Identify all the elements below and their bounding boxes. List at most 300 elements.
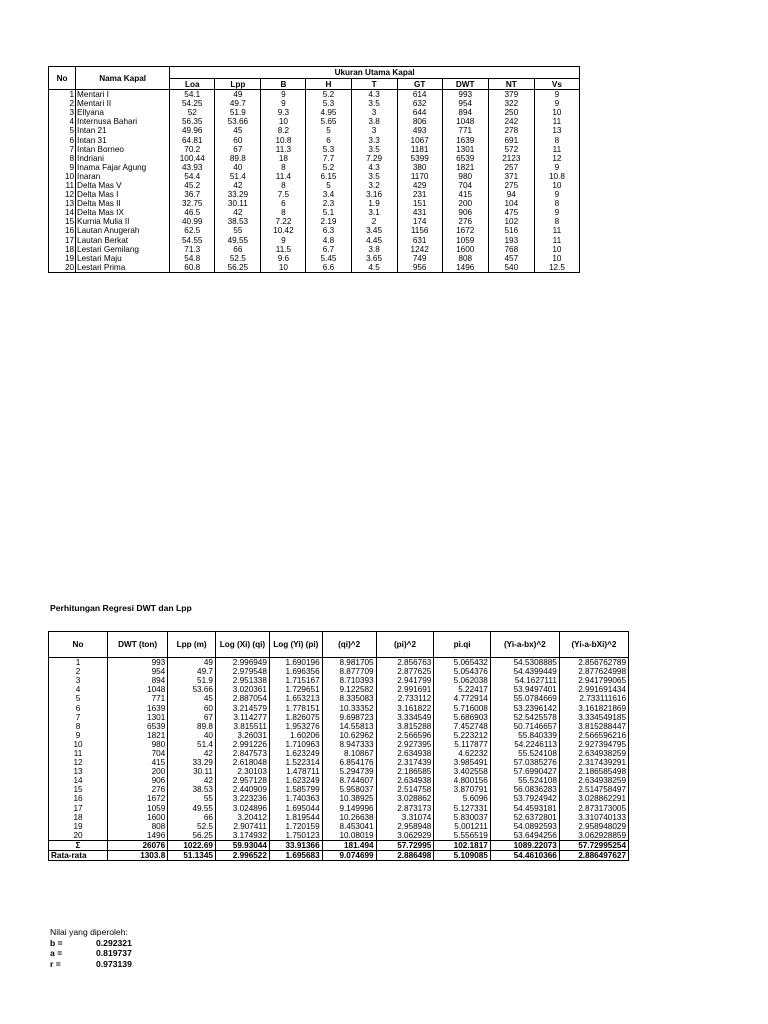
ship-cell: 10.42	[261, 226, 306, 235]
ship-cell: 6.15	[306, 172, 351, 181]
regression-cell: 5.686903	[434, 713, 490, 722]
regression-cell: 8.744607	[322, 776, 376, 785]
ship-cell: 13	[534, 126, 579, 135]
regression-cell: 3.062929	[376, 831, 434, 841]
regression-cell: 1672	[108, 794, 168, 803]
ship-cell: 49.7	[215, 99, 261, 108]
regression-cell: 55.840339	[490, 731, 559, 740]
regression-row	[49, 667, 629, 676]
ship-cell: 1821	[442, 163, 488, 172]
ship-cell: 51.9	[215, 108, 261, 117]
regression-cell: 57.0385276	[490, 758, 559, 767]
regression-sum-cell: 102.1817	[434, 840, 490, 850]
regression-sum-cell: 181.494	[322, 840, 376, 850]
header-no: No	[49, 67, 76, 90]
regression-average-cell: 5.109085	[434, 850, 490, 860]
regression-cell: 1.623249	[269, 749, 322, 758]
ship-cell: 415	[442, 190, 488, 199]
regression-header-cell: DWT (ton)	[108, 632, 168, 658]
regression-cell: 5.054376	[434, 667, 490, 676]
regression-cell: 2.317439291	[559, 758, 628, 767]
regression-cell: 3.870791	[434, 785, 490, 794]
ship-cell: 4.95	[306, 108, 351, 117]
ship-name-cell: Intan Borneo	[76, 145, 170, 154]
ship-cell: 94	[488, 190, 534, 199]
regression-cell: 8.453041	[322, 822, 376, 831]
ship-cell: 11.4	[261, 172, 306, 181]
ship-cell: 644	[397, 108, 442, 117]
ship-cell: 4.45	[351, 236, 397, 245]
regression-cell: 2.566596	[376, 731, 434, 740]
regression-cell: 54.5308885	[490, 658, 559, 668]
ship-name-cell: Indriani	[76, 154, 170, 163]
ship-name-cell: Lautan Anugerah	[76, 226, 170, 235]
ship-name-cell: Delta Mas II	[76, 199, 170, 208]
regression-cell: 5.830037	[434, 813, 490, 822]
results-block	[50, 927, 132, 969]
regression-sum-cell: 57.72995254	[559, 840, 628, 850]
regression-cell: 2.979548	[215, 667, 269, 676]
regression-cell: 2.991226	[215, 740, 269, 749]
regression-header-cell: pi.qi	[434, 632, 490, 658]
ship-cell: 3	[49, 108, 76, 117]
ship-cell: 38.53	[215, 217, 261, 226]
regression-sum-cell: 26076	[108, 840, 168, 850]
ship-cell: 45.2	[170, 181, 215, 190]
regression-cell: 1.826075	[269, 713, 322, 722]
regression-cell: 2.514758497	[559, 785, 628, 794]
regression-cell: 2.634938	[376, 749, 434, 758]
regression-cell: 4.62232	[434, 749, 490, 758]
ship-cell: 9	[261, 236, 306, 245]
ship-cell: 14	[49, 208, 76, 217]
regression-average-cell: 2.886498	[376, 850, 434, 860]
ship-cell: 1639	[442, 135, 488, 144]
ship-cell: 7	[49, 145, 76, 154]
regression-cell: 1.819544	[269, 813, 322, 822]
regression-cell: 1.60206	[269, 731, 322, 740]
regression-cell: 1.585799	[269, 785, 322, 794]
ship-cell: 13	[49, 199, 76, 208]
regression-cell: 53.2396142	[490, 703, 559, 712]
regression-cell: 2.927395	[376, 740, 434, 749]
regression-cell: 6	[49, 703, 108, 712]
ship-cell: 193	[488, 236, 534, 245]
ship-cell: 3.2	[351, 181, 397, 190]
regression-cell: 9.122582	[322, 685, 376, 694]
header-vs: Vs	[534, 79, 579, 90]
ship-cell: 5.2	[306, 163, 351, 172]
regression-cell: 3.402558	[434, 767, 490, 776]
regression-cell: 18	[49, 813, 108, 822]
regression-cell: 1301	[108, 713, 168, 722]
ship-cell: 56.35	[170, 117, 215, 126]
ship-cell: 60	[215, 135, 261, 144]
regression-header-cell: Log (Yi) (pi)	[269, 632, 322, 658]
regression-header-cell: Log (Xi) (qi)	[215, 632, 269, 658]
ship-cell: 104	[488, 199, 534, 208]
regression-average-cell: 1303.8	[108, 850, 168, 860]
regression-cell: 2.186585	[376, 767, 434, 776]
regression-cell: 45	[168, 694, 216, 703]
regression-cell: 66	[168, 813, 216, 822]
header-nt: NT	[488, 79, 534, 90]
regression-row	[49, 713, 629, 722]
regression-cell: 5.223212	[434, 731, 490, 740]
regression-average-cell: 9.074699	[322, 850, 376, 860]
regression-cell: 5.062038	[434, 676, 490, 685]
ship-cell: 7.22	[261, 217, 306, 226]
ship-cell: 8	[534, 217, 579, 226]
ship-cell: 3.5	[351, 172, 397, 181]
regression-cell: 2.996949	[215, 658, 269, 668]
ship-cell: 806	[397, 117, 442, 126]
ship-cell: 11.5	[261, 245, 306, 254]
regression-row	[49, 831, 629, 841]
regression-row	[49, 785, 629, 794]
ship-cell: 1.9	[351, 199, 397, 208]
regression-cell: 5.556519	[434, 831, 490, 841]
ship-cell: 9.3	[261, 108, 306, 117]
regression-cell: 3.024896	[215, 804, 269, 813]
ship-cell: 956	[397, 263, 442, 273]
regression-cell: 3.028862291	[559, 794, 628, 803]
regression-row	[49, 685, 629, 694]
regression-cell: 2.941799065	[559, 676, 628, 685]
ship-cell: 30.11	[215, 199, 261, 208]
ship-cell: 3.65	[351, 254, 397, 263]
header-h: H	[306, 79, 351, 90]
regression-cell: 56.0836283	[490, 785, 559, 794]
regression-cell: 19	[49, 822, 108, 831]
regression-row	[49, 740, 629, 749]
ship-row	[49, 154, 580, 163]
ship-cell: 64.81	[170, 135, 215, 144]
ship-cell: 52	[170, 108, 215, 117]
ship-cell: 257	[488, 163, 534, 172]
ship-cell: 3.8	[351, 117, 397, 126]
regression-cell: 55	[168, 794, 216, 803]
regression-cell: 57.6990427	[490, 767, 559, 776]
ship-cell: 8	[261, 163, 306, 172]
regression-row	[49, 813, 629, 822]
regression-cell: 8.947333	[322, 740, 376, 749]
regression-row	[49, 676, 629, 685]
ship-cell: 7.7	[306, 154, 351, 163]
regression-cell: 1059	[108, 804, 168, 813]
ship-row	[49, 117, 580, 126]
regression-cell: 5.294739	[322, 767, 376, 776]
ship-cell: 51.4	[215, 172, 261, 181]
ship-cell: 371	[488, 172, 534, 181]
regression-cell: 2.873173005	[559, 804, 628, 813]
regression-cell: 771	[108, 694, 168, 703]
ship-cell: 71.3	[170, 245, 215, 254]
ship-cell: 89.8	[215, 154, 261, 163]
ship-cell: 5	[306, 181, 351, 190]
regression-cell: 54.2246113	[490, 740, 559, 749]
regression-cell: 276	[108, 785, 168, 794]
regression-cell: 42	[168, 749, 216, 758]
regression-cell: 10.08019	[322, 831, 376, 841]
ship-row	[49, 245, 580, 254]
ship-cell: 906	[442, 208, 488, 217]
regression-cell: 53.7924942	[490, 794, 559, 803]
regression-sum-cell: 33.91366	[269, 840, 322, 850]
ship-cell: 46.5	[170, 208, 215, 217]
regression-cell: 2.856762789	[559, 658, 628, 668]
ship-cell: 174	[397, 217, 442, 226]
regression-cell: 9.698723	[322, 713, 376, 722]
ship-cell: 457	[488, 254, 534, 263]
regression-header-cell: (pi)^2	[376, 632, 434, 658]
regression-cell: 5.22417	[434, 685, 490, 694]
regression-cell: 2.618048	[215, 758, 269, 767]
ship-row	[49, 236, 580, 245]
ship-cell: 2123	[488, 154, 534, 163]
ship-cell: 11	[534, 117, 579, 126]
regression-cell: 3.334549	[376, 713, 434, 722]
ship-cell: 1067	[397, 135, 442, 144]
regression-cell: 5.065432	[434, 658, 490, 668]
regression-cell: 50.7146657	[490, 722, 559, 731]
regression-cell: 3.26031	[215, 731, 269, 740]
ship-cell: 70.2	[170, 145, 215, 154]
regression-row	[49, 758, 629, 767]
ship-cell: 749	[397, 254, 442, 263]
regression-cell: 8.981705	[322, 658, 376, 668]
ship-cell: 10.8	[534, 172, 579, 181]
ship-cell: 8	[534, 135, 579, 144]
result-key: r =	[50, 958, 61, 969]
regression-cell: 1600	[108, 813, 168, 822]
ship-name-cell: Inaran	[76, 172, 170, 181]
ship-row	[49, 145, 580, 154]
regression-cell: 1821	[108, 731, 168, 740]
regression-cell: 5.716008	[434, 703, 490, 712]
regression-cell: 3.985491	[434, 758, 490, 767]
regression-cell: 3.161822	[376, 703, 434, 712]
ship-cell: 9	[534, 208, 579, 217]
regression-header-cell: (Yi-a-bXi)^2	[559, 632, 628, 658]
regression-row	[49, 776, 629, 785]
regression-row	[49, 822, 629, 831]
ship-cell: 5	[49, 126, 76, 135]
regression-cell: 1496	[108, 831, 168, 841]
ship-cell: 100.44	[170, 154, 215, 163]
ship-cell: 3	[351, 126, 397, 135]
regression-header-cell: (qi)^2	[322, 632, 376, 658]
regression-cell: 2.440909	[215, 785, 269, 794]
header-main-dimensions: Ukuran Utama Kapal	[170, 67, 580, 79]
regression-cell: 5.001211	[434, 822, 490, 831]
ship-cell: 8	[261, 181, 306, 190]
ship-cell: 6	[49, 135, 76, 144]
ship-name-cell: Mentari I	[76, 90, 170, 100]
ship-cell: 10	[49, 172, 76, 181]
ship-cell: 4	[49, 117, 76, 126]
regression-cell: 704	[108, 749, 168, 758]
regression-cell: 6539	[108, 722, 168, 731]
regression-cell: 2.634938	[376, 776, 434, 785]
regression-cell: 38.53	[168, 785, 216, 794]
result-value: 0.292321	[96, 937, 132, 948]
ship-cell: 10.8	[261, 135, 306, 144]
ship-cell: 54.25	[170, 99, 215, 108]
regression-sum-cell: 59.93044	[215, 840, 269, 850]
regression-cell: 2.958948029	[559, 822, 628, 831]
regression-cell: 5.6096	[434, 794, 490, 803]
ship-cell: 49	[215, 90, 261, 100]
ship-cell: 1301	[442, 145, 488, 154]
ship-cell: 6539	[442, 154, 488, 163]
regression-cell: 10.38925	[322, 794, 376, 803]
ship-cell: 1	[49, 90, 76, 100]
ship-cell: 16	[49, 226, 76, 235]
ship-cell: 42	[215, 208, 261, 217]
ship-name-cell: Intan 21	[76, 126, 170, 135]
ship-cell: 4.8	[306, 236, 351, 245]
result-row	[50, 959, 132, 970]
ship-cell: 808	[442, 254, 488, 263]
ship-cell: 5.45	[306, 254, 351, 263]
ship-cell: 540	[488, 263, 534, 273]
ship-row	[49, 126, 580, 135]
ship-cell: 36.7	[170, 190, 215, 199]
ship-name-cell: Lestari Gemilang	[76, 245, 170, 254]
ship-cell: 54.55	[170, 236, 215, 245]
ship-row	[49, 99, 580, 108]
regression-average-cell: 54.4610366	[490, 850, 559, 860]
ship-cell: 1059	[442, 236, 488, 245]
ship-cell: 12.5	[534, 263, 579, 273]
regression-cell: 3.223236	[215, 794, 269, 803]
regression-cell: 2.958948	[376, 822, 434, 831]
ship-row	[49, 199, 580, 208]
ship-name-cell: Delta Mas V	[76, 181, 170, 190]
regression-cell: 2.991691434	[559, 685, 628, 694]
ship-cell: 4.3	[351, 163, 397, 172]
regression-cell: 54.0892593	[490, 822, 559, 831]
regression-cell: 2.30103	[215, 767, 269, 776]
regression-cell: 3.815288447	[559, 722, 628, 731]
ship-cell: 9	[534, 190, 579, 199]
ship-cell: 49.96	[170, 126, 215, 135]
ship-cell: 102	[488, 217, 534, 226]
regression-cell: 4	[49, 685, 108, 694]
regression-cell: 55.524108	[490, 749, 559, 758]
regression-cell: 53.66	[168, 685, 216, 694]
ship-cell: 771	[442, 126, 488, 135]
regression-cell: 3.161821869	[559, 703, 628, 712]
ship-cell: 15	[49, 217, 76, 226]
regression-average-cell: Rata-rata	[49, 850, 108, 860]
regression-cell: 40	[168, 731, 216, 740]
regression-cell: 894	[108, 676, 168, 685]
regression-cell: 3.028862	[376, 794, 434, 803]
regression-cell: 33.29	[168, 758, 216, 767]
ship-cell: 9	[534, 163, 579, 172]
regression-cell: 42	[168, 776, 216, 785]
regression-cell: 1.478711	[269, 767, 322, 776]
regression-cell: 2.317439	[376, 758, 434, 767]
regression-cell: 8.877709	[322, 667, 376, 676]
ship-row	[49, 172, 580, 181]
ship-dimension-table	[48, 66, 580, 273]
ship-row	[49, 217, 580, 226]
regression-cell: 8.710393	[322, 676, 376, 685]
ship-cell: 54.4	[170, 172, 215, 181]
ship-cell: 7.5	[261, 190, 306, 199]
result-value: 0.973139	[96, 958, 132, 969]
ship-name-cell: Inama Fajar Agung	[76, 163, 170, 172]
regression-cell: 5.117877	[434, 740, 490, 749]
ship-cell: 19	[49, 254, 76, 263]
regression-cell: 12	[49, 758, 108, 767]
ship-cell: 5.1	[306, 208, 351, 217]
ship-cell: 242	[488, 117, 534, 126]
regression-cell: 1.653213	[269, 694, 322, 703]
ship-cell: 493	[397, 126, 442, 135]
regression-sum-row	[49, 840, 629, 850]
regression-cell: 954	[108, 667, 168, 676]
regression-cell: 1	[49, 658, 108, 668]
regression-cell: 2.941799	[376, 676, 434, 685]
ship-name-cell: Mentari II	[76, 99, 170, 108]
ship-cell: 276	[442, 217, 488, 226]
ship-cell: 9	[261, 90, 306, 100]
regression-row	[49, 694, 629, 703]
regression-cell: 1.623249	[269, 776, 322, 785]
ship-row	[49, 108, 580, 117]
ship-cell: 2.19	[306, 217, 351, 226]
ship-cell: 3.16	[351, 190, 397, 199]
ship-name-cell: Internusa Bahari	[76, 117, 170, 126]
regression-cell: 10.26638	[322, 813, 376, 822]
ship-cell: 53.66	[215, 117, 261, 126]
ship-row	[49, 190, 580, 199]
ship-row	[49, 135, 580, 144]
result-key: b =	[50, 937, 63, 948]
ship-cell: 6	[306, 135, 351, 144]
regression-cell: 1.710963	[269, 740, 322, 749]
regression-cell: 2.873173	[376, 804, 434, 813]
regression-cell: 1.740363	[269, 794, 322, 803]
regression-cell: 2.733111616	[559, 694, 628, 703]
regression-cell: 2.733112	[376, 694, 434, 703]
regression-cell: 7.452748	[434, 722, 490, 731]
ship-cell: 49.55	[215, 236, 261, 245]
regression-cell: 10.62962	[322, 731, 376, 740]
regression-cell: 2.847573	[215, 749, 269, 758]
ship-cell: 2	[351, 217, 397, 226]
regression-cell: 52.6372801	[490, 813, 559, 822]
regression-cell: 56.25	[168, 831, 216, 841]
ship-row	[49, 90, 580, 100]
regression-cell: 54.1627111	[490, 676, 559, 685]
ship-cell: 691	[488, 135, 534, 144]
ship-cell: 40.99	[170, 217, 215, 226]
regression-cell: 1.953276	[269, 722, 322, 731]
regression-cell: 2	[49, 667, 108, 676]
regression-cell: 3.31074	[376, 813, 434, 822]
ship-cell: 62.5	[170, 226, 215, 235]
ship-cell: 11	[534, 145, 579, 154]
regression-cell: 2.566596216	[559, 731, 628, 740]
ship-cell: 60.8	[170, 263, 215, 273]
ship-cell: 1242	[397, 245, 442, 254]
ship-cell: 67	[215, 145, 261, 154]
